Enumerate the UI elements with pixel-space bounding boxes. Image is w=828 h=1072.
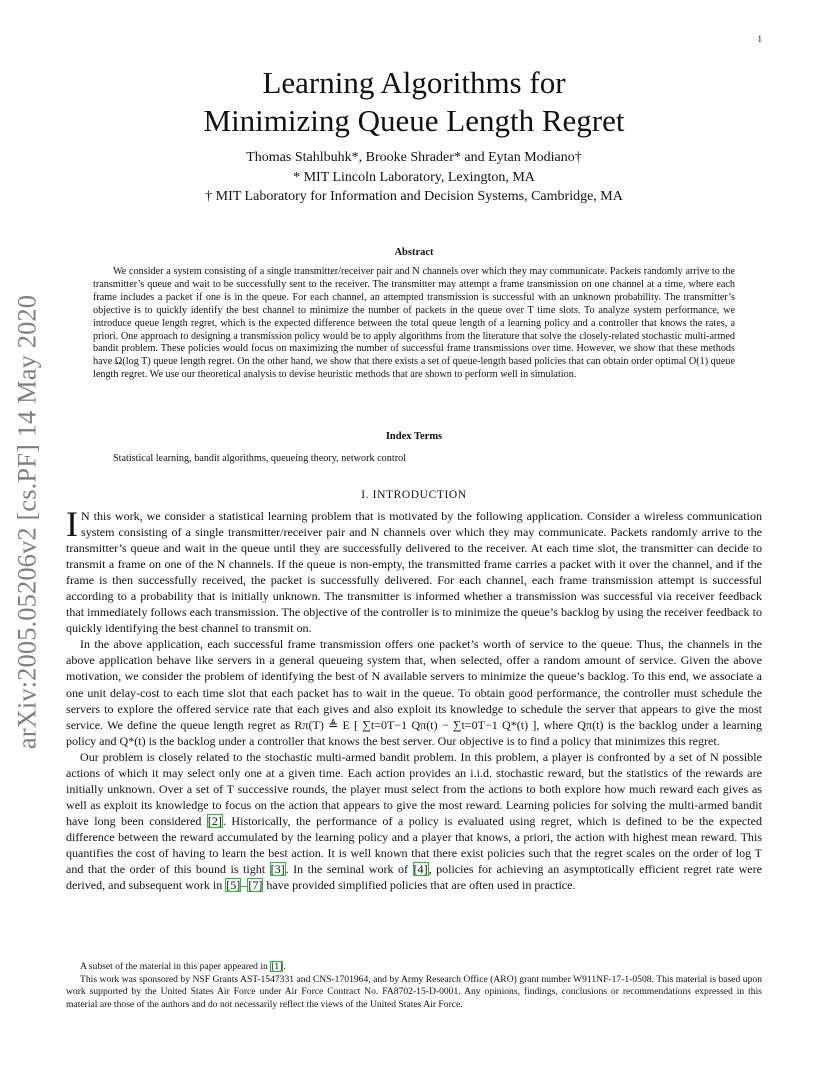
footnote-1	[66, 961, 762, 974]
footnote-1-end: .	[283, 961, 286, 972]
citation-link-3[interactable]: [3]	[270, 862, 285, 877]
abstract-heading: Abstract	[394, 247, 434, 258]
citation-link-1[interactable]: [1]	[271, 961, 283, 972]
drop-cap: I	[66, 504, 78, 544]
citation-link-5[interactable]: [5]	[226, 878, 241, 893]
section-heading-introduction: I. INTRODUCTION	[361, 489, 467, 501]
intro-paragraph-2-tail: where Qπ(t) is the backlog under a learning policy and Q*(t) is the backlog under a controller that knows the best server. Our objective is to find a policy that minimizes this regret.	[66, 717, 763, 748]
footnote-1-text: A subset of the material in this paper appeared in	[80, 961, 268, 972]
arxiv-identifier-stamp	[5, 286, 49, 758]
title-line-2: Minimizing Queue Length Regret	[203, 103, 625, 138]
arxiv-identifier-text: arXiv:2005.05206v2 [cs.PF] 14 May 2020	[11, 294, 42, 750]
regret-equation: Rπ(T) ≜ E [ ∑t=0T−1 Qπ(t) − ∑t=0T−1 Q*(t) ],	[294, 717, 540, 732]
intro-paragraph-3-part-c: . In the seminal work of	[285, 862, 409, 877]
index-terms-heading: Index Terms	[385, 431, 443, 442]
author-block	[66, 148, 762, 207]
intro-paragraph-3-part-b: . Historically, the performance of a policy is evaluated using regret, which is defined to be the expected difference between the reward accumulated by the learning policy and a player that knows, a priori, the action with highest mean reward. This quantifies the cost of having to learn the best action. It is well known that there exist policies such that the regret scales on the order of log T and that the order of this bound is tight	[66, 813, 762, 877]
citation-link-4[interactable]: [4]	[413, 862, 428, 877]
citation-link-2[interactable]: [2]	[207, 813, 222, 828]
page-number: 1	[757, 34, 762, 44]
abstract-body	[93, 266, 735, 382]
intro-paragraph-2	[66, 636, 762, 748]
affiliation-lids: † MIT Laboratory for Information and Decision Systems, Cambridge, MA	[205, 189, 623, 204]
paper-title	[66, 64, 762, 140]
citation-range-dash: –	[241, 878, 248, 893]
author-names: Thomas Stahlbuhk*, Brooke Shrader* and Eytan Modiano†	[246, 150, 582, 165]
footnote-2: This work was sponsored by NSF Grants AST-1547331 and CNS-1701964, and by Army Research Office (ARO) grant number W911NF-17-1-0508. This material is based upon work supported by the United States Air Force under Air Force Contract No. FA8702-15-D-0001. Any opinions, findings, conclusions or recommendations expressed in this material are those of the authors and do not necessarily reflect the views of the United States Air Force.	[66, 973, 762, 1010]
title-line-1: Learning Algorithms for	[262, 65, 566, 100]
introduction-body	[66, 504, 763, 893]
intro-paragraph-1	[66, 504, 762, 636]
citation-link-7[interactable]: [7]	[248, 878, 263, 893]
intro-paragraph-3-part-d: , policies for achieving an asymptotically efficient regret rate were derived, and subsequent work in	[66, 862, 762, 893]
intro-paragraph-3	[66, 749, 762, 893]
index-terms-text: Statistical learning, bandit algorithms, queueing theory, network control	[113, 453, 407, 464]
footnotes	[66, 961, 762, 1011]
affiliation-lincoln: * MIT Lincoln Laboratory, Lexington, MA	[293, 169, 535, 185]
intro-paragraph-1-text: N this work, we consider a statistical learning problem that is motivated by the following application. Consider a wireless communication system consisting of a single transmitter/receiver pair and N channels over which they may communicate. Packets randomly arrive to the transmitter’s queue and wait in the queue until they are successfully delivered to the receiver. At each time slot, the transmitter can decide to transmit a frame on one of the N channels. If the queue is non-empty, the transmitted frame carries a packet with it over the channel, and if the frame is then successfully received, the packet is successfully delivered. For each channel, each frame transmission attempt is successful according to a probability that is initially unknown. The transmitter is informed whether a transmission was successful via receiver feedback that immediately follows each transmission. The objective of the controller is to minimize the queue’s backlog by using the receiver feedback to quickly identifying the best channel to transmit on.	[66, 509, 762, 636]
intro-paragraph-3-part-a: Our problem is closely related to the stochastic multi-armed bandit problem. In this problem, a player is confronted by a set of N possible actions of which it may select only one at a given time. Each action provides an i.i.d. stochastic reward, but the statistics of the rewards are initially unknown. Over a set of T successive rounds, the player must select from the actions to both explore how much reward each gives as well as exploit its knowledge to focus on the action that appears to give the most reward. Learning policies for solving the multi-armed bandit have long been considered	[66, 749, 762, 828]
abstract-text: We consider a system consisting of a single transmitter/receiver pair and N channels over which they may communicate. Packets randomly arrive to the transmitter’s queue and wait to be successfully sent to the receiver. The transmitter may attempt a frame transmission on one channel at a time, where each frame includes a packet if one is in the queue. For each channel, an attempted transmission is successful with an unknown probability. The transmitter’s objective is to quickly identify the best channel to minimize the number of packets in the queue over T time slots. To analyze system performance, we introduce queue length regret, which is the expected difference between the total queue length of a learning policy and a controller that knows the rates, a priori. One approach to designing a transmission policy would be to apply algorithms from the literature that solve the closely-related stochastic multi-armed bandit problem. These policies would focus on maximizing the number of successful frame transmissions over time. However, we show that these methods have Ω(log T) queue length regret. On the other hand, we show that there exists a set of queue-length based policies that can obtain order optimal O(1) queue length regret. We use our theoretical analysis to devise heuristic methods that are shown to perform well in simulation.	[93, 266, 735, 381]
intro-paragraph-3-part-e: have provided simplified policies that are often used in practice.	[266, 878, 576, 893]
intro-paragraph-2-text: In the above application, each successful frame transmission offers one packet’s worth of service to the queue. Thus, the channels in the above application behave like servers in a general queueing system that, when selected, offer a random amount of service. Given the above motivation, we consider the problem of identifying the best of N available servers to minimize the queue’s backlog. To this end, we associate a one unit delay-cost to each time slot that each packet has to wait in the queue. To obtain good performance, the controller must schedule the servers to explore the offered service rate that each gives and also exploit its knowledge to schedule the server that appears to give the most service. We define the queue length regret as	[66, 637, 762, 732]
